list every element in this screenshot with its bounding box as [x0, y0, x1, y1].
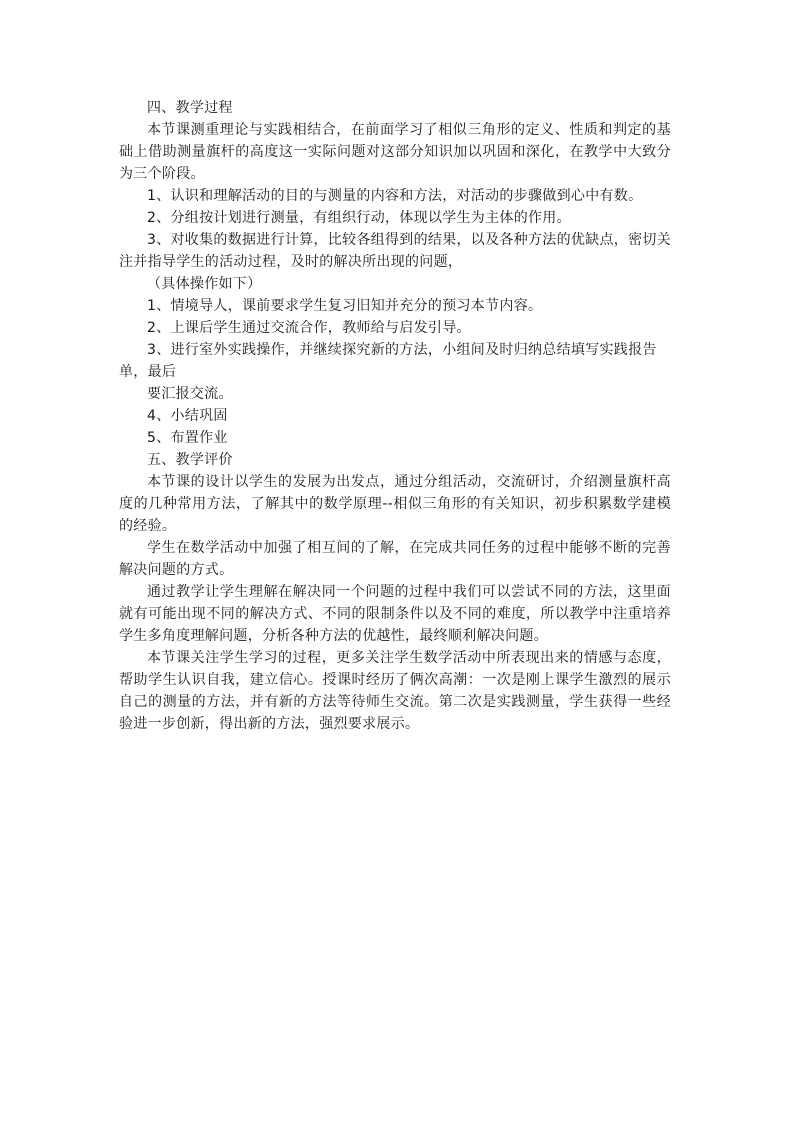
section-heading-teaching-process: 四、教学过程: [147, 100, 233, 116]
list-item-step-5: 5、布置作业: [147, 430, 228, 446]
paragraph-evaluation-2: 学生在数学活动中加强了相互间的了解，在完成共同任务的过程中能够不断的完善解决问题的方式。: [119, 540, 671, 578]
paragraph-evaluation-4: 本节课关注学生学习的过程，更多关注学生数学活动中所表现出来的情感与态度，帮助学生认识自我，建立信心。授课时经历了俩次高潮：一次是刚上课学生激烈的展示自己的测量的方法，并有新的方法等待师生交流。第二次是实践测量，学生获得一些经验进一步创新，得出新的方法，强烈要求展示。: [119, 650, 671, 732]
paragraph-evaluation-3: 通过教学让学生理解在解决同一个问题的过程中我们可以尝试不同的方法，这里面就有可能出现不同的解决方式、不同的限制条件以及不同的难度，所以教学中注重培养学生多角度理解问题，分析各种方法的优越性，最终顺利解决问题。: [119, 584, 671, 644]
list-item-step-1: 1、情境导人，课前要求学生复习旧知并充分的预习本节内容。: [147, 298, 543, 314]
list-item-stage-3: 3、对收集的数据进行计算，比较各组得到的结果，以及各种方法的优缺点，密切关注并指导学生的活动过程，及时的解决所出现的问题，: [119, 232, 672, 270]
list-item-step-3: 3、进行室外实践操作，并继续探究新的方法，小组间及时归纳总结填写实践报告: [147, 342, 657, 358]
paragraph-operation-note: （具体操作如下）: [147, 276, 262, 292]
list-item-stage-2: 2、分组按计划进行测量，有组织行动，体现以学生为主体的作用。: [147, 210, 571, 226]
paragraph-evaluation-1: 本节课的设计以学生的发展为出发点，通过分组活动，交流研讨，介绍测量旗杆高度的几种常用方法，了解其中的数学原理--相似三角形的有关知识，初步积累数学建模的经验。: [119, 474, 671, 534]
list-item-stage-1: 1、认识和理解活动的目的与测量的内容和方法，对活动的步骤做到心中有数。: [147, 188, 643, 204]
paragraph-intro: 本节课测重理论与实践相结合，在前面学习了相似三角形的定义、性质和判定的基础上借助测量旗杆的高度这一实际问题对这部分知识加以巩固和深化，在教学中大致分为三个阶段。: [119, 122, 671, 182]
list-item-step-2: 2、上课后学生通过交流合作，教师给与启发引导。: [147, 320, 471, 336]
list-item-step-3-end: 要汇报交流。: [147, 386, 233, 402]
document-body: [119, 97, 671, 735]
list-item-step-3-cont: 单，最后: [119, 364, 177, 380]
list-item-step-4: 4、小结巩固: [147, 408, 228, 424]
section-heading-evaluation: 五、教学评价: [147, 452, 233, 468]
